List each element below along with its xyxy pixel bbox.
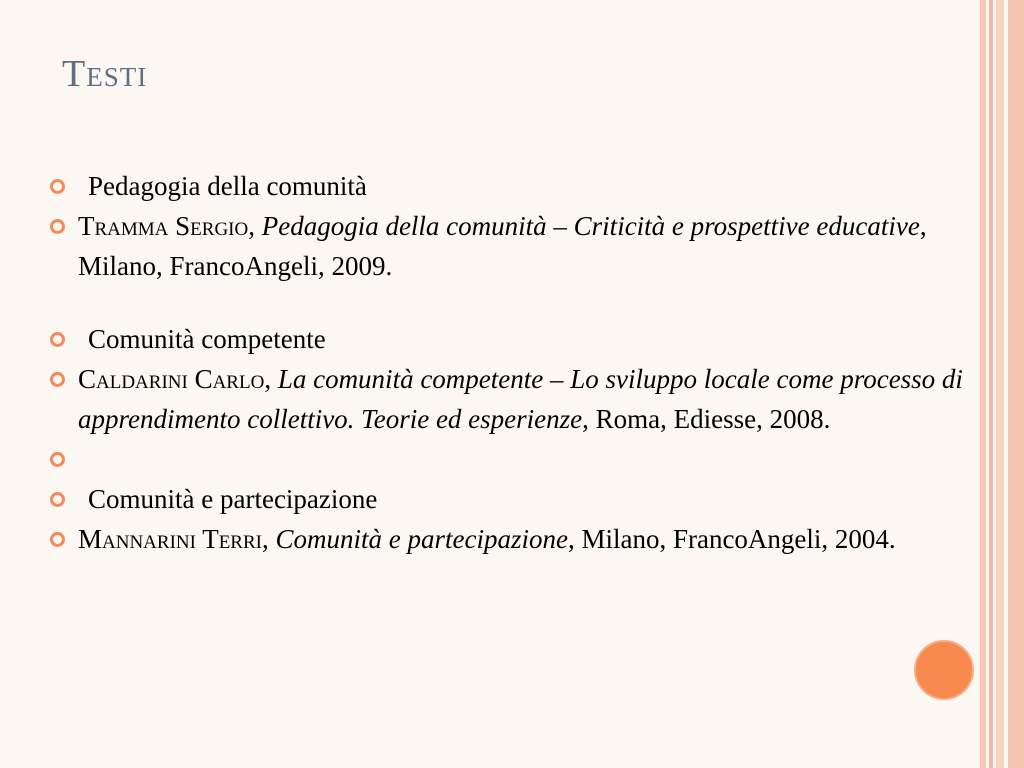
list-item-heading [50,319,980,359]
decorative-stripe [1008,0,1024,768]
bullet-circle-icon [50,492,65,507]
bullet-circle-icon [50,332,65,347]
reference-title: La comunità competente – Lo sviluppo locale come processo di apprendimento collettivo. Teorie ed esperienze [78,364,963,434]
reference-title: Comunità e partecipazione [275,524,568,554]
reference-author: Tramma Sergio [78,211,249,241]
spacer [50,286,980,319]
list-item-heading [50,479,980,519]
list-item-reference [50,359,980,439]
reference-publication: , Roma, Ediesse, 2008. [582,404,831,434]
reference-separator: , [264,364,278,394]
reference-author: Caldarini Carlo [78,364,265,394]
reference-publication: , Milano, FrancoAngeli, 2009. [78,211,927,281]
bullet-circle-icon [50,532,65,547]
reference-separator: , [248,211,262,241]
section-heading: Comunità e partecipazione [88,484,378,514]
section-heading: Comunità competente [88,324,326,354]
bullet-circle-icon [50,179,65,194]
bullet-circle-icon [50,219,65,234]
reference-separator: , [261,524,276,554]
decorative-circle-icon [914,640,974,700]
list-item-heading [50,166,980,206]
bullet-circle-icon [50,372,65,387]
section-heading: Pedagogia della comunità [88,171,367,201]
reference-author: Mannarini Terri [78,524,262,554]
slide-title: Testi [62,53,148,95]
bullet-circle-icon [50,452,65,467]
list-item-empty [50,439,980,479]
list-item-reference [50,206,980,286]
reference-publication: , Milano, FrancoAngeli, 2004. [567,524,896,554]
decorative-stripe [980,0,986,768]
reference-title: Pedagogia della comunità – Criticità e prospettive educative [261,211,920,241]
list-item-reference [50,519,980,559]
decorative-stripe [989,0,993,768]
decorative-stripe [996,0,1004,768]
bullet-list [50,166,980,559]
